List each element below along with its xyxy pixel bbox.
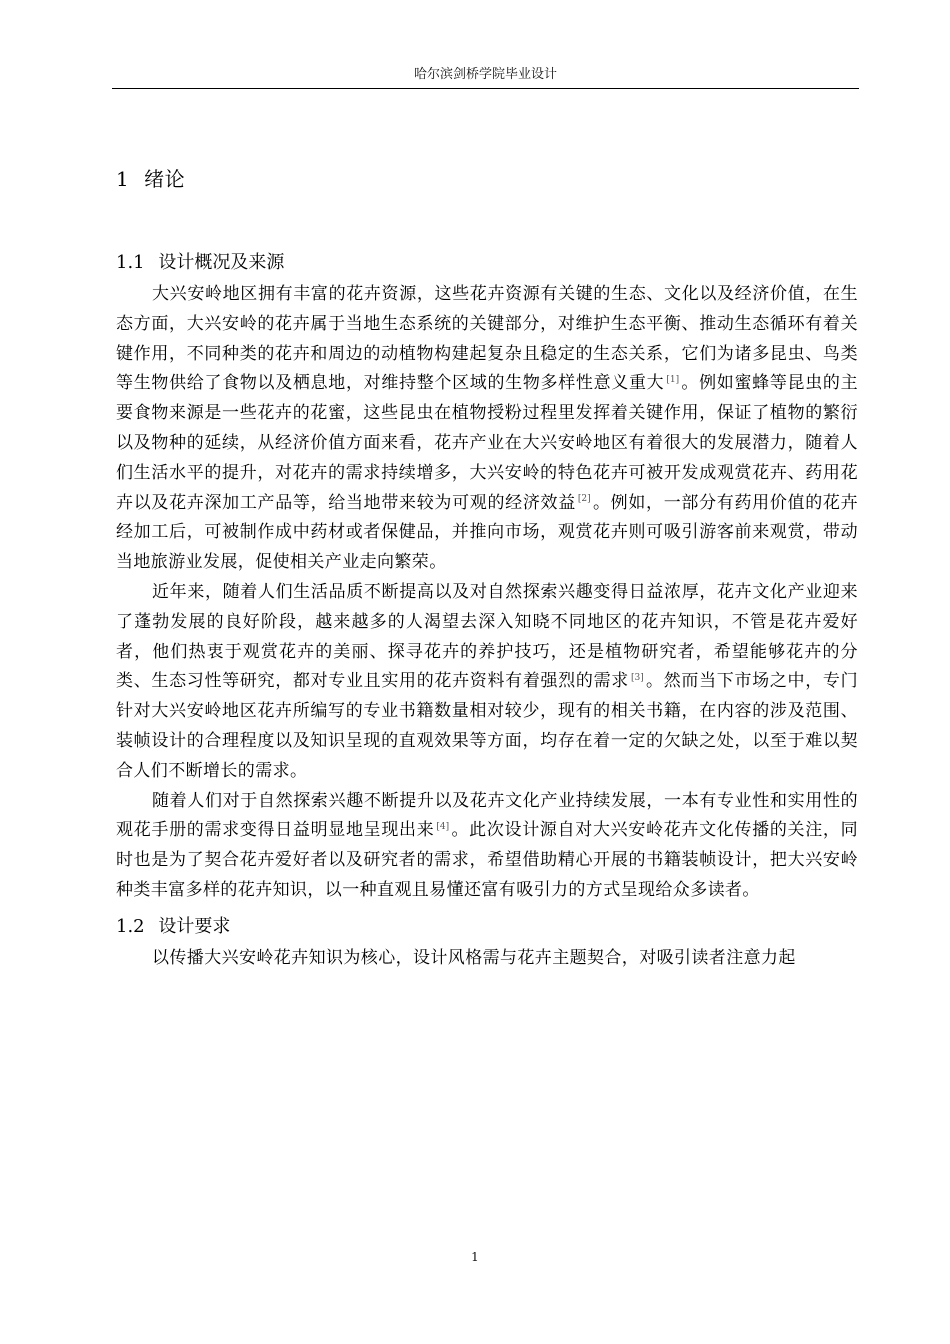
- paragraph-3-part-2: 。此次设计源自对大兴安岭花卉文化传播的关注，同时也是为了契合花卉爱好者以及研究者的需求，希望借助精心开展的书籍装帧设计，把大兴安岭种类丰富多样的花卉知识，以一种直观且易懂还富有吸引力的方式呈现给众多读者。: [116, 820, 858, 900]
- paragraph-4: [116, 944, 858, 974]
- paragraph-1-part-1: 大兴安岭地区拥有丰富的花卉资源，这些花卉资源有关键的生态、文化以及经济价值，在生态方面，大兴安岭的花卉属于当地生态系统的关键部分，对维护生态平衡、推动生态循环有着关键作用，不同种类的花卉和周边的动植物构建起复杂且稳定的生态关系，它们为诸多昆虫、鸟类等生物供给了食物以及栖息地，对维持整个区域的生物多样性意义重大: [116, 284, 858, 394]
- paragraph-3-part-1: 随着人们对于自然探索兴趣不断提升以及花卉文化产业持续发展，一本有专业性和实用性的观花手册的需求变得日益明显地呈现出来: [116, 790, 858, 841]
- chapter-title: [116, 164, 858, 194]
- section-number-1-2: 1.2: [116, 915, 145, 937]
- section-number-1-1: 1.1: [116, 252, 145, 273]
- paragraph-2-part-2: 。然而当下市场之中，专门针对大兴安岭地区花卉所编写的专业书籍数量相对较少，现有的相关书籍，在内容的涉及范围、装帧设计的合理程度以及知识呈现的直观效果等方面，均存在着一定的欠缺之处，以至于难以契合人们不断增长的需求。: [116, 671, 858, 781]
- section-title-1-1: [116, 248, 858, 278]
- citation-1: [1]: [666, 374, 680, 385]
- paragraph-4-text: 以传播大兴安岭花卉知识为核心，设计风格需与花卉主题契合，对吸引读者注意力起: [152, 947, 796, 968]
- section-title-text-1-2: 设计要求: [158, 915, 231, 937]
- document-body: [116, 150, 858, 974]
- paragraph-1: [116, 280, 858, 578]
- page-header: [112, 62, 859, 89]
- paragraph-3: [116, 787, 858, 906]
- paragraph-1-part-3: 。例如，一部分有药用价值的花卉经加工后，可被制作成中药材或者保健品，并推向市场，观赏花卉则可吸引游客前来观赏，带动当地旅游业发展，促使相关产业走向繁荣。: [116, 492, 859, 573]
- paragraph-2-part-1: 近年来，随着人们生活品质不断提高以及对自然探索兴趣变得日益浓厚，花卉文化产业迎来了蓬勃发展的良好阶段，越来越多的人渴望去深入知晓不同地区的花卉知识，不管是花卉爱好者，他们热衷于观赏花卉的美丽、探寻花卉的养护技巧，还是植物研究者，希望能够花卉的分类、生态习性等研究，都对专业且实用的花卉资料有着强烈的需求: [116, 581, 858, 692]
- citation-2: [2]: [577, 493, 591, 504]
- section-title-text-1-1: 设计概况及来源: [158, 252, 285, 273]
- header-text: 哈尔滨剑桥学院毕业设计: [413, 67, 557, 82]
- paragraph-1-part-2: 。例如蜜蜂等昆虫的主要食物来源是一些花卉的花蜜，这些昆虫在植物授粉过程里发挥着关键作用，保证了植物的繁衍以及物种的延续，从经济价值方面来看，花卉产业在大兴安岭地区有着很大的发展潜力，随着人们生活水平的提升，对花卉的需求持续增多，大兴安岭的特色花卉可被开发成观赏花卉、药用花卉以及花卉深加工产品等，给当地带来较为可观的经济效益: [116, 373, 858, 513]
- citation-4: [4]: [436, 821, 450, 832]
- page-number: 1: [471, 1250, 479, 1264]
- paragraph-2: [116, 578, 858, 787]
- section-title-1-2: [116, 912, 858, 942]
- citation-3: [3]: [630, 672, 644, 683]
- chapter-title-text: 绪论: [144, 167, 186, 191]
- chapter-number: 1: [116, 167, 130, 191]
